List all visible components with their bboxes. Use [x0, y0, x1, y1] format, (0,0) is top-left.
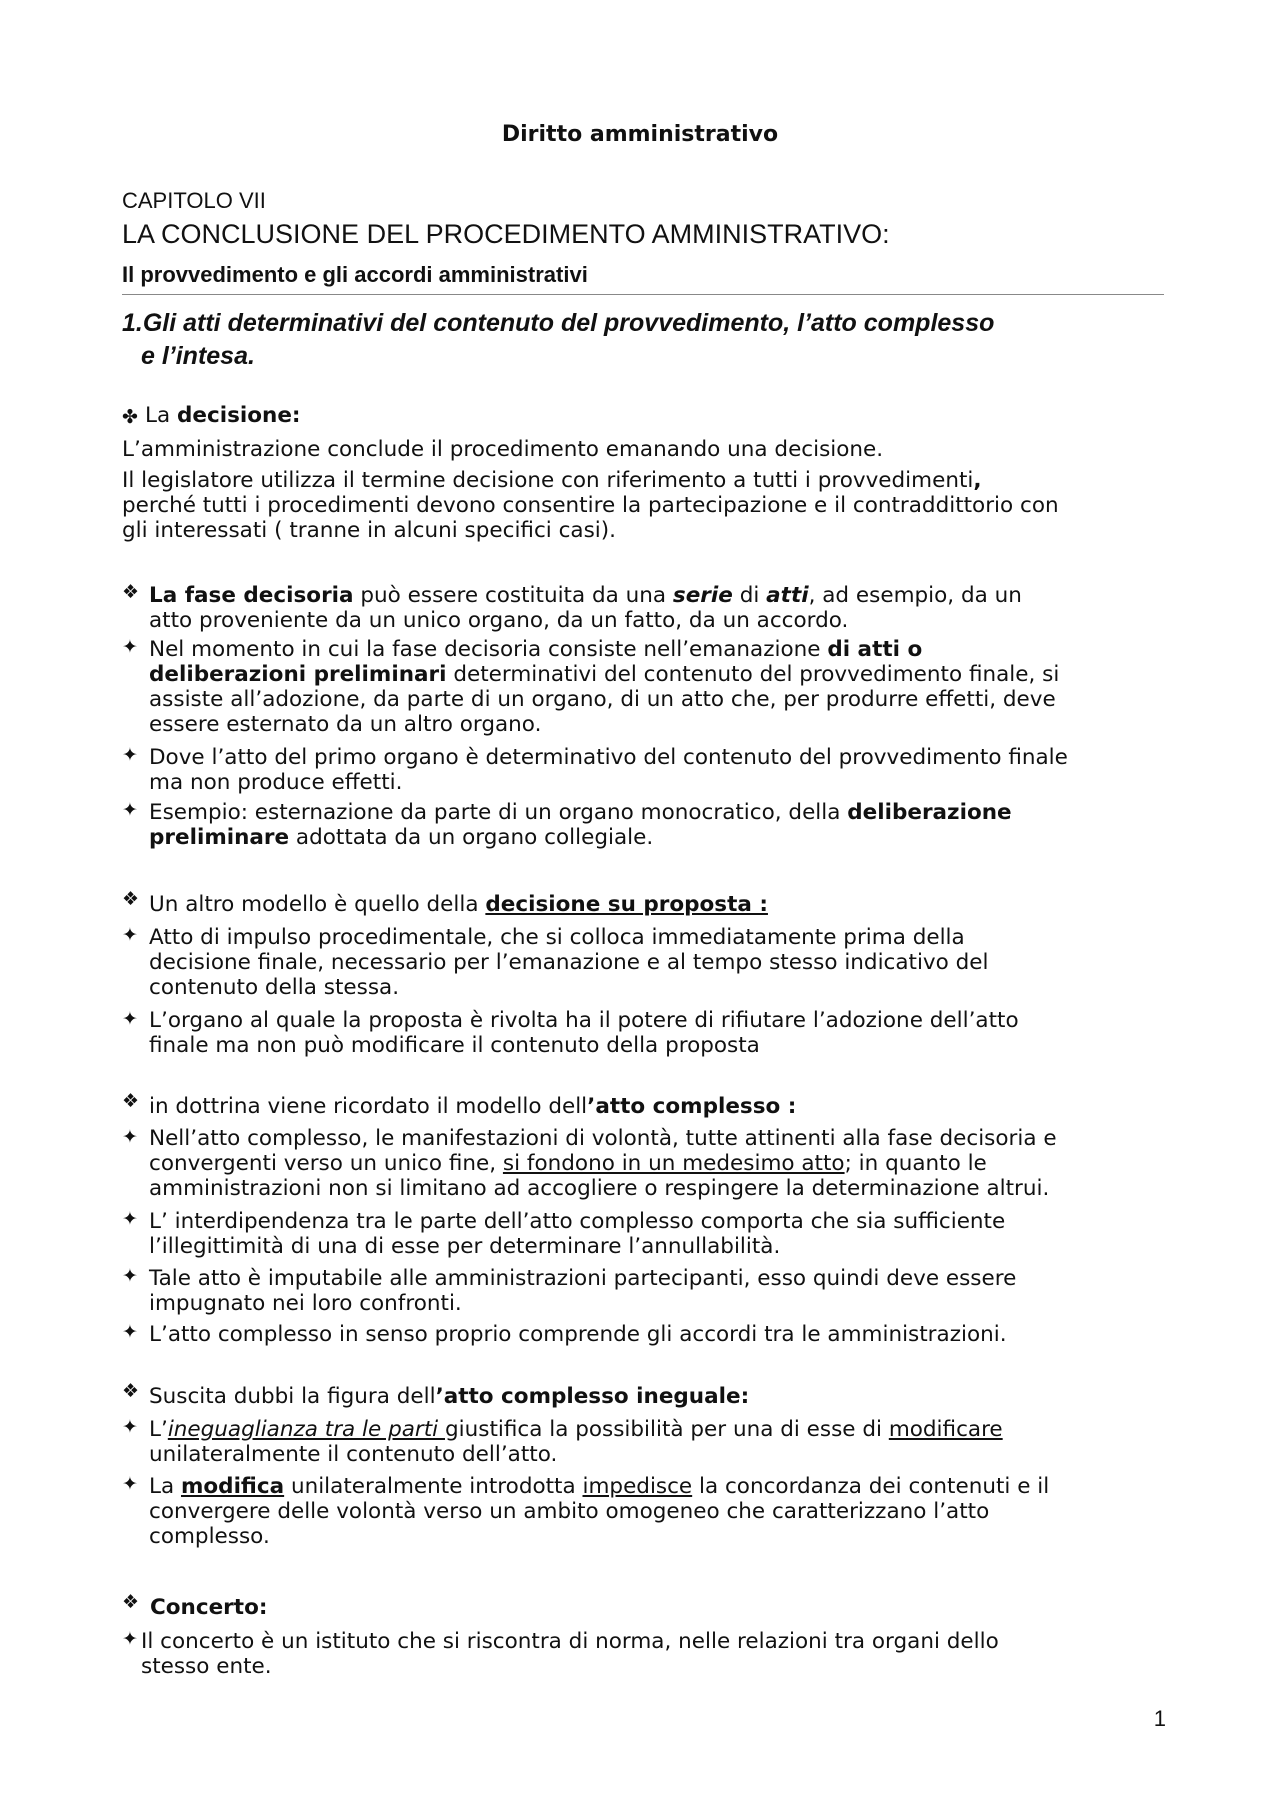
bullet-line: essere esternato da un altro organo.: [149, 712, 542, 737]
bullet-line: Nel momento in cui la fase decisoria consiste nell’emanazione di atti o: [149, 637, 923, 662]
star-bullet-icon: ✦: [122, 1416, 138, 1438]
document-title: Diritto amministrativo: [501, 122, 779, 147]
star-bullet-icon: ✦: [122, 744, 138, 766]
bullet-line: decisione finale, necessario per l’emanazione e al tempo stesso indicativo del: [149, 950, 989, 975]
bullet-line: assiste all’adozione, da parte di un organo, di un atto che, per produrre effetti, deve: [149, 687, 1056, 712]
bullet-line: Esempio: esternazione da parte di un organo monocratico, della deliberazione: [149, 800, 1012, 825]
bullet-line: atto proveniente da un unico organo, da un fatto, da un accordo.: [149, 608, 849, 633]
paragraph-line: perché tutti i procedimenti devono consentire la partecipazione e il contraddittorio con: [122, 493, 1059, 518]
bullet-line: unilateralmente il contenuto dell’atto.: [149, 1442, 558, 1467]
bullet-line: Atto di impulso procedimentale, che si colloca immediatamente prima della: [149, 925, 965, 950]
diamond-bullet-icon: ❖: [122, 1090, 140, 1112]
chapter-title: LA CONCLUSIONE DEL PROCEDIMENTO AMMINISTRATIVO:: [122, 219, 890, 249]
bullet-line: Dove l’atto del primo organo è determinativo del contenuto del provvedimento finale: [149, 745, 1068, 770]
star-bullet-icon: ✦: [122, 799, 138, 821]
bullet-heading: La fase decisoria può essere costituita da una serie di atti, ad esempio, da un: [149, 583, 1022, 608]
star-bullet-icon: ✦: [122, 1008, 138, 1030]
bullet-line: amministrazioni non si limitano ad accogliere o respingere la determinazione altrui.: [149, 1176, 1050, 1201]
bullet-line: preliminare adottata da un organo collegiale.: [149, 825, 654, 850]
bullet-line: L’atto complesso in senso proprio comprende gli accordi tra le amministrazioni.: [149, 1322, 1007, 1347]
bullet-line: contenuto della stessa.: [149, 975, 400, 1000]
bullet-line: L’ineguaglianza tra le parti giustifica la possibilità per una di esse di modificare: [149, 1417, 1003, 1442]
bullet-heading: Suscita dubbi la figura dell’atto complesso ineguale:: [149, 1384, 750, 1409]
paragraph-line: gli interessati ( tranne in alcuni specifici casi).: [122, 518, 616, 543]
bullet-line: ma non produce effetti.: [149, 770, 403, 795]
bullet-heading: Un altro modello è quello della decisione su proposta :: [149, 892, 768, 917]
star-bullet-icon: ✦: [122, 1473, 138, 1495]
bullet-line: complesso.: [149, 1524, 270, 1549]
paragraph-line: Il legislatore utilizza il termine decisione con riferimento a tutti i provvedimenti,: [122, 468, 982, 493]
bullet-line: finale ma non può modificare il contenuto della proposta: [149, 1033, 760, 1058]
bullet-line: L’ interdipendenza tra le parte dell’atto complesso comporta che sia sufficiente: [149, 1209, 1006, 1234]
bullet-line: convergenti verso un unico fine, si fondono in un medesimo atto; in quanto le: [149, 1151, 987, 1176]
heading-divider: [122, 294, 1164, 295]
bullet-line: Il concerto è un istituto che si riscontra di norma, nelle relazioni tra organi dello: [141, 1629, 999, 1654]
diamond-bullet-icon: ❖: [122, 1591, 140, 1613]
bullet-line: deliberazioni preliminari determinativi del contenuto del provvedimento finale, si: [149, 662, 1060, 687]
star-bullet-icon: ✦: [122, 1321, 138, 1343]
section-heading: 1.Gli atti determinativi del contenuto del provvedimento, l’atto complesso e l’intesa.: [122, 309, 995, 370]
bullet-line: Tale atto è imputabile alle amministrazioni partecipanti, esso quindi deve essere: [149, 1266, 1017, 1291]
diamond-bullet-icon: ❖: [122, 581, 140, 603]
bullet-line: l’illegittimità di una di esse per determinare l’annullabilità.: [149, 1234, 781, 1259]
star-bullet-icon: ✦: [122, 1208, 138, 1230]
chapter-subtitle: Il provvedimento e gli accordi amministrativi: [122, 262, 588, 287]
star-bullet-icon: ✦: [122, 1265, 138, 1287]
bullet-line: La modifica unilateralmente introdotta impedisce la concordanza dei contenuti e il: [149, 1474, 1050, 1499]
star-bullet-icon: ✦: [122, 636, 138, 658]
bullet-line: convergere delle volontà verso un ambito omogeneo che caratterizzano l’atto: [149, 1499, 990, 1524]
page-number: 1: [1153, 1706, 1166, 1731]
chapter-number: CAPITOLO VII: [122, 188, 266, 213]
bullet-heading: in dottrina viene ricordato il modello dell’atto complesso :: [149, 1094, 797, 1119]
star-bullet-icon: ✦: [122, 924, 138, 946]
diamond-bullet-icon: ❖: [122, 1380, 140, 1402]
bullet-line: L’organo al quale la proposta è rivolta ha il potere di rifiutare l’adozione dell’atto: [149, 1008, 1019, 1033]
cross-bullet-icon: ✤: [122, 406, 138, 428]
decision-heading: La decisione:: [145, 403, 301, 428]
paragraph-line: L’amministrazione conclude il procedimento emanando una decisione.: [122, 437, 884, 462]
bullet-line: stesso ente.: [141, 1654, 272, 1679]
bullet-line: Nell’atto complesso, le manifestazioni di volontà, tutte attinenti alla fase decisoria e: [149, 1126, 1057, 1151]
star-bullet-icon: ✦: [122, 1628, 138, 1650]
bullet-heading: Concerto:: [150, 1595, 268, 1620]
star-bullet-icon: ✦: [122, 1126, 138, 1148]
bullet-line: impugnato nei loro confronti.: [149, 1291, 462, 1316]
diamond-bullet-icon: ❖: [122, 888, 140, 910]
